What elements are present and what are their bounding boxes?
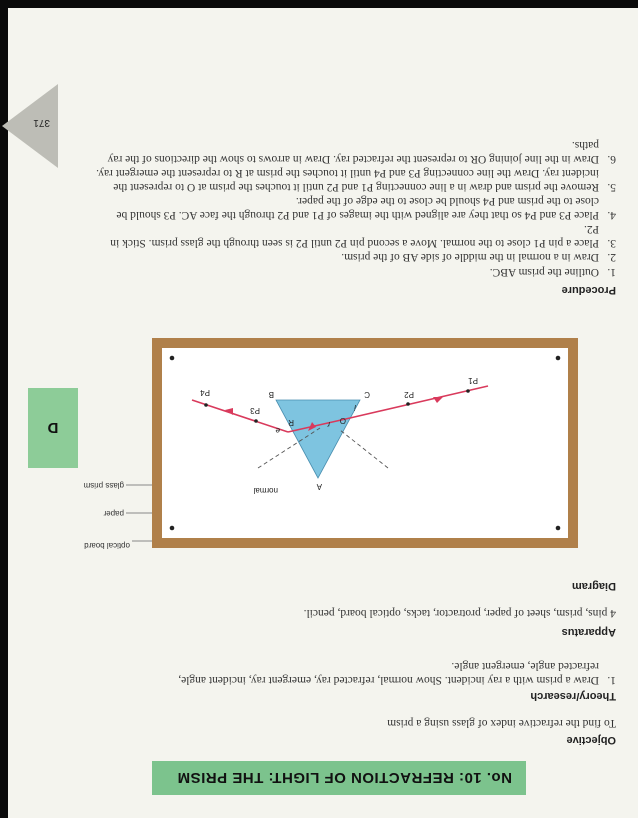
optical-board-diagram (152, 338, 578, 548)
section-tab: D (28, 388, 78, 468)
procedure-list (96, 137, 616, 278)
label-p2: P2 (404, 390, 414, 399)
apparatus-text: 4 pins, prism, sheet of paper, protractor, tacks, optical board, pencil. (303, 607, 616, 619)
label-normal: normal (253, 486, 278, 495)
label-r-angle: r (327, 420, 330, 429)
diagram-heading: Diagram (571, 580, 616, 592)
pin-p1 (466, 389, 470, 393)
objective-heading: Objective (566, 734, 616, 746)
label-p4: P4 (200, 388, 210, 397)
procedure-heading: Procedure (561, 284, 616, 296)
label-o: O (339, 416, 346, 425)
pin-p2 (406, 402, 410, 406)
experiment-title-banner (152, 761, 526, 795)
label-i: i (354, 403, 356, 412)
experiment-title: No. 10: REFRACTION OF LIGHT: THE PRISM (177, 769, 512, 787)
theory-heading: Theory/research (530, 690, 616, 702)
label-optical-board: optical board (84, 541, 130, 550)
pin-p4 (204, 403, 208, 407)
list-item: 2. Draw in a normal in the middle of side AB of the prism. (341, 251, 616, 264)
list-item: 1. Outline the prism ABC. (489, 266, 616, 278)
paper-sheet (162, 348, 568, 538)
diagram-callouts (92, 463, 152, 553)
tack-icon (556, 356, 561, 361)
list-item: 1. Draw a prism with a ray incident. Show normal, refracted ray, emergent ray, incident angle, refracted angle, emergent angle. (178, 660, 616, 686)
list-item: 5. Remove the prism and draw in a line connecting P1 and P2 until it touches the prism at O to represent the incident ray. Draw the line connecting P3 and P4 until it touches the prism at R to represent the emergent ray. (96, 167, 616, 193)
tack-icon (170, 356, 175, 361)
label-paper: paper (103, 509, 124, 518)
apparatus-heading: Apparatus (561, 626, 616, 638)
tack-icon (170, 526, 175, 531)
tack-icon (556, 526, 561, 531)
label-p3: P3 (250, 406, 260, 415)
pin-p3 (254, 419, 258, 423)
list-item: 3. Place a pin P1 close to the normal. Move a second pin P2 until P2 is seen through the glass prism. Stick in P2. (110, 223, 616, 249)
label-p1: P1 (468, 376, 478, 385)
theory-list (146, 658, 616, 686)
list-item: 4. Place P3 and P4 so that they are aligned with the images of P1 and P2 through the face AC. P3 should be close to the prism and P4 should be close to the edge of the paper. (116, 195, 616, 221)
label-b: B (268, 390, 274, 399)
label-r: R (288, 418, 294, 427)
page-number: 371 (33, 117, 50, 128)
label-c: C (364, 390, 370, 399)
list-item: 6. Draw in the line joining OR to represent the refracted ray. Draw in arrows to show the directions of the ray paths. (107, 139, 616, 165)
label-a: A (316, 482, 322, 491)
objective-text: To find the refractive index of glass using a prism (387, 717, 616, 729)
label-e: e (275, 426, 280, 435)
label-glass-prism: glass prism (83, 481, 124, 490)
